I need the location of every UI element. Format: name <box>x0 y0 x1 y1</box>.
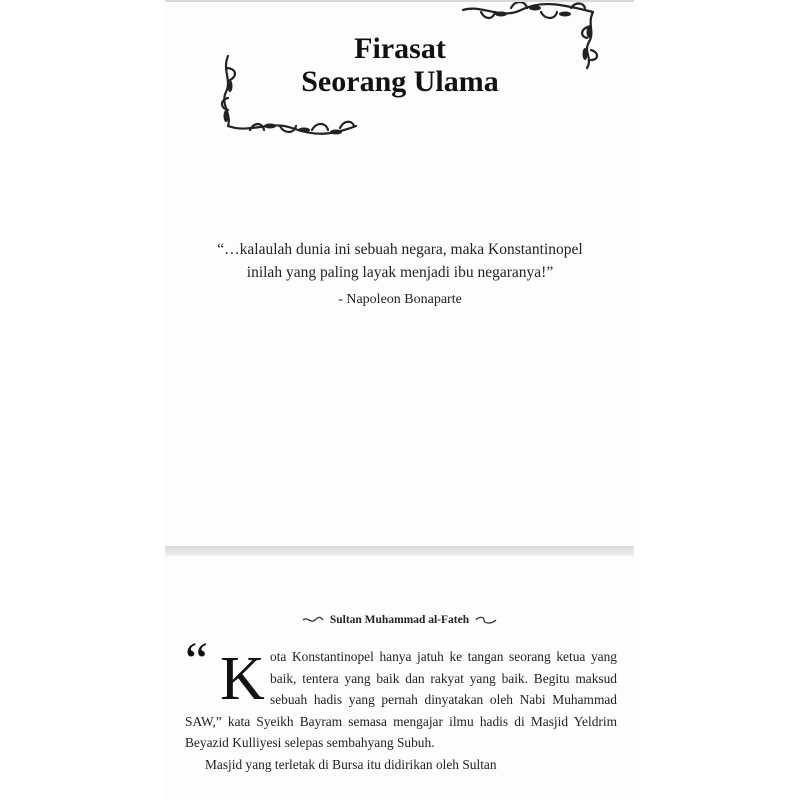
dropcap-letter: K <box>220 645 265 713</box>
epigraph-line-1: “…kalaulah dunia ini sebuah negara, maka Konstantinopel <box>217 241 583 258</box>
epigraph-quote <box>185 238 615 284</box>
dropcap-block <box>185 633 268 713</box>
paragraph-1 <box>185 633 617 754</box>
epigraph-line-2: inilah yang paling layak menjadi ibu negaranya!” <box>246 264 554 281</box>
chapter-title <box>275 32 525 98</box>
page-separator <box>165 546 634 556</box>
paragraph-1-text: ota Konstantinopel hanya jatuh ke tangan seorang ketua yang baik, tentera yang baik dan rakyat yang baik. Begitu maksud sebuah hadis yang pernah dinyatakan oleh Nabi Muhammad SAW,” kata Syeikh Bayram semasa mengajar ilmu hadis di Masjid Yeldrim Beyazid Kulliyesi selepas sembahyang Subuh. <box>185 649 617 750</box>
body-text <box>185 633 617 788</box>
running-head <box>165 614 634 626</box>
flourish-left-icon <box>302 616 324 624</box>
book-page-body <box>165 556 634 800</box>
opening-quote-mark: “ <box>185 633 209 690</box>
chapter-title-line-1: Firasat <box>354 32 446 65</box>
epigraph-attribution: - Napoleon Bonaparte <box>338 292 462 307</box>
running-head-title: Sultan Muhammad al-Fateh <box>329 614 470 626</box>
flourish-right-icon <box>475 616 497 624</box>
book-page-chapter-opening <box>165 0 634 548</box>
paragraph-2: Masjid yang terletak di Bursa itu didirikan oleh Sultan <box>205 756 497 772</box>
chapter-title-line-2: Seorang Ulama <box>301 65 499 98</box>
